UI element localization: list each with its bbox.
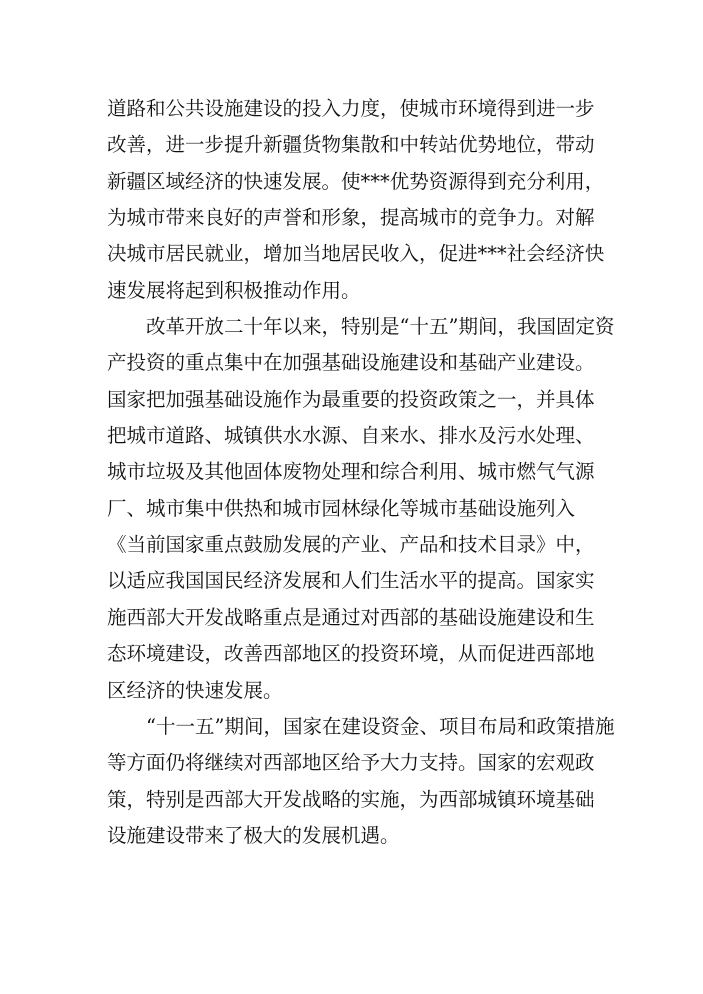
text-line: 道路和公共设施建设的投入力度，使城市环境得到进一步 (107, 97, 595, 120)
text-line: 产投资的重点集中在加强基础设施建设和基础产业建设。 (107, 351, 595, 375)
text-line: 以适应我国国民经济发展和人们生活水平的提高。国家实 (107, 569, 595, 593)
text-line: 改善，进一步提升新疆货物集散和中转站优势地位，带动 (107, 133, 595, 157)
text-line: “十一五”期间，国家在建设资金、项目布局和政策措施 (107, 714, 615, 738)
text-line: 策，特别是西部大开发战略的实施，为西部城镇环境基础 (107, 787, 595, 811)
text-line: 城市垃圾及其他固体废物处理和综合利用、城市燃气气源 (107, 460, 595, 484)
text-line: 决城市居民就业，增加当地居民收入，促进***社会经济快 (107, 242, 605, 266)
text-line: 态环境建设，改善西部地区的投资环境，从而促进西部地 (107, 642, 595, 666)
text-line: 新疆区域经济的快速发展。使***优势资源得到充分利用， (107, 169, 605, 193)
text-line: 改革开放二十年以来，特别是“十五”期间，我国固定资 (107, 315, 615, 339)
text-line: 为城市带来良好的声誉和形象，提高城市的竞争力。对解 (107, 206, 595, 230)
text-line: 等方面仍将继续对西部地区给予大力支持。国家的宏观政 (107, 751, 595, 775)
text-line: 国家把加强基础设施作为最重要的投资政策之一，并具体 (107, 387, 595, 411)
body-text (107, 91, 615, 854)
text-line: 把城市道路、城镇供水水源、自来水、排水及污水处理、 (107, 424, 595, 448)
text-line: 区经济的快速发展。 (107, 678, 283, 702)
text-line: 《当前国家重点鼓励发展的产业、产品和技术目录》中， (107, 533, 595, 557)
text-line: 施西部大开发战略重点是通过对西部的基础设施建设和生 (107, 605, 595, 629)
text-line: 速发展将起到积极推动作用。 (107, 278, 361, 302)
text-line: 厂、城市集中供热和城市园林绿化等城市基础设施列入 (107, 496, 576, 520)
text-line: 设施建设带来了极大的发展机遇。 (107, 823, 400, 847)
